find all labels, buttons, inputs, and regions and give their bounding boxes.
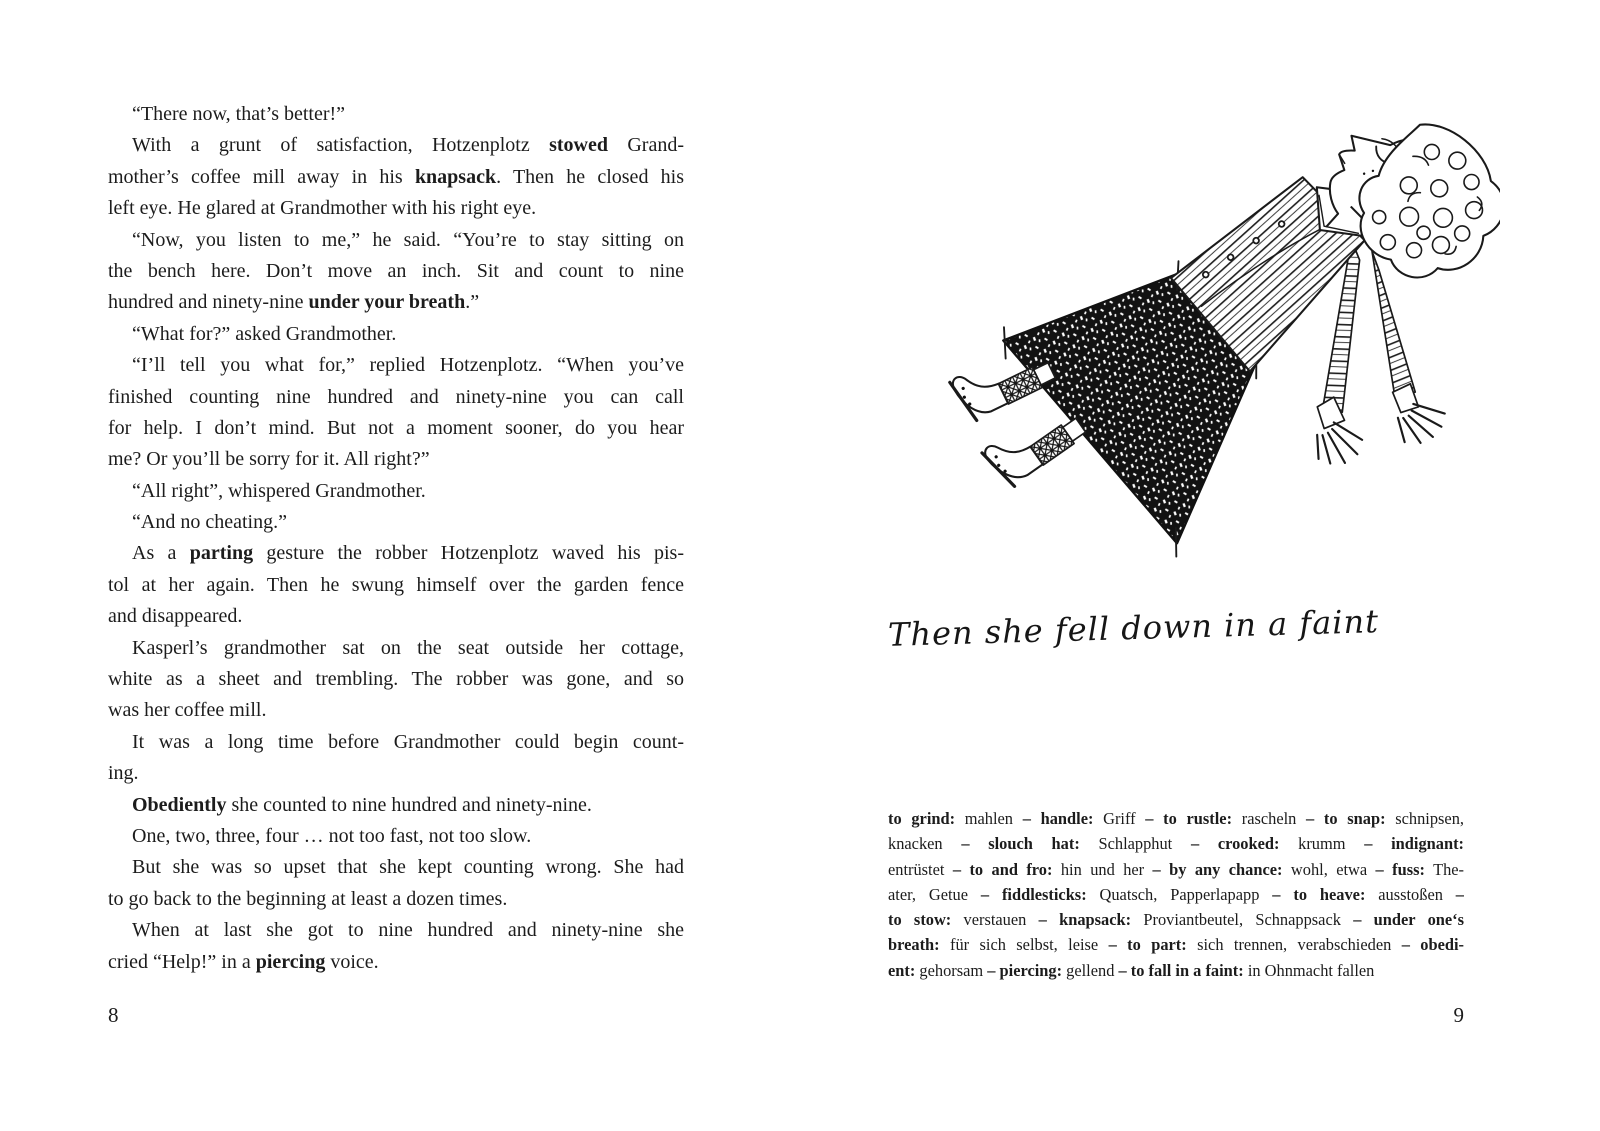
text-line: the bench here. Don’t move an inch. Sit and count to nine bbox=[108, 259, 684, 282]
text-line: knacken – slouch hat: Schlapphut – crooked: krumm – indignant: bbox=[888, 834, 1464, 854]
text-line: As a parting gesture the robber Hotzenplotz waved his pis- bbox=[132, 542, 684, 565]
text-line: “Now, you listen to me,” he said. “You’re to stay sitting on bbox=[132, 228, 684, 251]
text-line: to stow: verstauen – knapsack: Proviantbeutel, Schnappsack – under one‘s bbox=[888, 910, 1464, 930]
text-line: was her coffee mill. bbox=[108, 699, 267, 722]
text-line: me? Or you’ll be sorry for it. All right?” bbox=[108, 448, 430, 471]
text-line: mother’s coffee mill away in his knapsack. Then he closed his bbox=[108, 165, 684, 188]
text-line: hundred and ninety-nine under your breath.” bbox=[108, 291, 480, 314]
text-line: tol at her again. Then he swung himself over the garden fence bbox=[108, 573, 684, 596]
text-line: “What for?” asked Grandmother. bbox=[132, 322, 397, 345]
fainted-grandmother-illustration bbox=[940, 52, 1500, 592]
text-line: finished counting nine hundred and ninety-nine you can call bbox=[108, 385, 684, 408]
story-text bbox=[108, 99, 684, 978]
text-line: “And no cheating.” bbox=[132, 511, 287, 534]
text-line: left eye. He glared at Grandmother with his right eye. bbox=[108, 197, 537, 220]
right-page bbox=[800, 0, 1600, 1131]
text-line: cried “Help!” in a piercing voice. bbox=[108, 950, 379, 973]
text-line: But she was so upset that she kept counting wrong. She had bbox=[132, 856, 684, 879]
text-line: “I’ll tell you what for,” replied Hotzenplotz. “When you’ve bbox=[132, 354, 684, 377]
text-line: ater, Getue – fiddlesticks: Quatsch, Papperlapapp – to heave: ausstoßen – bbox=[888, 884, 1464, 904]
text-line: One, two, three, four … not too fast, not too slow. bbox=[132, 824, 532, 847]
handwritten-caption: Then she fell down in a faint bbox=[887, 602, 1380, 654]
text-line: Obediently she counted to nine hundred and ninety-nine. bbox=[132, 793, 592, 816]
text-line: to go back to the beginning at least a dozen times. bbox=[108, 887, 508, 910]
page-number-left: 8 bbox=[108, 1003, 119, 1027]
text-line: ent: gehorsam – piercing: gellend – to fall in a faint: in Ohnmacht fallen bbox=[888, 960, 1375, 980]
text-line: breath: für sich selbst, leise – to part: sich trennen, verabschieden – obedi- bbox=[888, 935, 1464, 955]
vocabulary-notes bbox=[888, 806, 1464, 983]
text-line: With a grunt of satisfaction, Hotzenplotz stowed Grand- bbox=[132, 134, 684, 157]
text-line: It was a long time before Grandmother could begin count- bbox=[132, 730, 684, 753]
text-line: “All right”, whispered Grandmother. bbox=[132, 479, 426, 502]
text-line: to grind: mahlen – handle: Griff – to rustle: rascheln – to snap: schnipsen, bbox=[888, 809, 1464, 828]
page-number-right: 9 bbox=[1453, 1003, 1464, 1027]
text-line: and disappeared. bbox=[108, 605, 243, 628]
text-line: ing. bbox=[108, 762, 139, 785]
text-line: for help. I don’t mind. But not a moment sooner, do you hear bbox=[108, 416, 684, 439]
text-line: entrüstet – to and fro: hin und her – by any chance: wohl, etwa – fuss: The- bbox=[888, 859, 1464, 879]
text-line: “There now, that’s better!” bbox=[132, 103, 346, 125]
text-line: Kasperl’s grandmother sat on the seat outside her cottage, bbox=[132, 636, 684, 659]
text-line: When at last she got to nine hundred and ninety-nine she bbox=[132, 919, 684, 942]
text-line: white as a sheet and trembling. The robber was gone, and so bbox=[108, 668, 684, 691]
